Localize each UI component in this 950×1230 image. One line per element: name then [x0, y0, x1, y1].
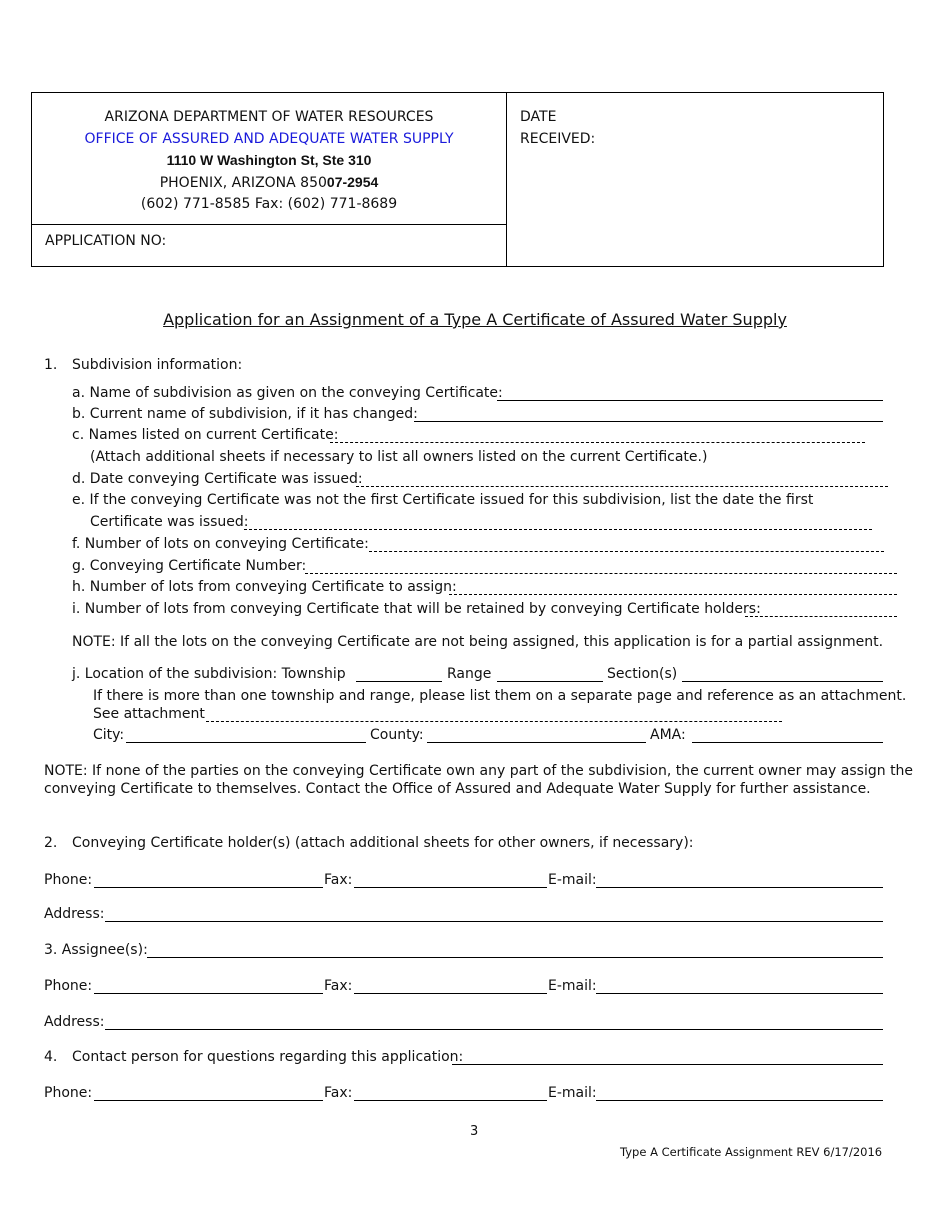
assignee-fax-input[interactable] — [354, 993, 547, 994]
agency-block — [32, 93, 507, 225]
application-no-label: APPLICATION NO: — [45, 233, 167, 249]
holder-address-input[interactable] — [105, 921, 883, 922]
see-attachment-input[interactable] — [206, 721, 782, 722]
contact-phone-input[interactable] — [94, 1100, 323, 1101]
holder-address-label: Address: — [44, 906, 105, 922]
field-b-label: b. Current name of subdivision, if it has changed: — [72, 406, 418, 422]
form-title: Application for an Assignment of a Type A Certificate of Assured Water Supply — [163, 310, 787, 329]
ama-label: AMA: — [650, 727, 686, 743]
field-i-input[interactable] — [745, 616, 897, 617]
field-c-label: c. Names listed on current Certificate: — [72, 427, 339, 443]
section3-heading: 3. Assignee(s): — [44, 942, 148, 958]
holder-fax-label: Fax: — [324, 872, 353, 888]
section1-number: 1. — [44, 357, 58, 373]
field-c-input[interactable] — [330, 442, 865, 443]
contact-email-label: E-mail: — [548, 1085, 597, 1101]
range-input[interactable] — [497, 681, 603, 682]
assignee-input[interactable] — [147, 957, 883, 958]
agency-name: ARIZONA DEPARTMENT OF WATER RESOURCES — [104, 109, 434, 125]
section2-number: 2. — [44, 835, 58, 851]
field-e-label-2: Certificate was issued: — [90, 514, 249, 530]
assignee-address-input[interactable] — [105, 1029, 883, 1030]
field-h-label: h. Number of lots from conveying Certificate to assign: — [72, 579, 457, 595]
county-label: County: — [370, 727, 424, 743]
contact-email-input[interactable] — [596, 1100, 883, 1101]
section2-heading: Conveying Certificate holder(s) (attach additional sheets for other owners, if necessary): — [72, 835, 694, 851]
field-g-input[interactable] — [305, 573, 897, 574]
city-input[interactable] — [126, 742, 366, 743]
header-box — [31, 92, 884, 267]
city-line: PHOENIX, ARIZONA 85007-2954 — [159, 173, 379, 191]
contact-fax-label: Fax: — [324, 1085, 353, 1101]
field-f-input[interactable] — [369, 551, 884, 552]
section-input[interactable] — [682, 681, 883, 682]
holder-email-label: E-mail: — [548, 872, 597, 888]
field-a-input[interactable] — [497, 400, 883, 401]
note2-line2: conveying Certificate to themselves. Contact the Office of Assured and Adequate Water Supply for further assistance. — [44, 781, 871, 797]
assignee-fax-label: Fax: — [324, 978, 353, 994]
field-h-input[interactable] — [449, 594, 897, 595]
contact-person-input[interactable] — [452, 1064, 883, 1065]
assignee-address-label: Address: — [44, 1014, 105, 1030]
ama-input[interactable] — [692, 742, 883, 743]
date-received-block[interactable] — [520, 107, 595, 150]
county-input[interactable] — [427, 742, 646, 743]
page-number: 3 — [470, 1124, 479, 1139]
holder-phone-input[interactable] — [94, 887, 323, 888]
revision-footer: Type A Certificate Assignment REV 6/17/2016 — [620, 1145, 883, 1159]
field-e-input[interactable] — [244, 529, 872, 530]
field-b-input[interactable] — [414, 421, 883, 422]
township-input[interactable] — [356, 681, 442, 682]
contact-fax-input[interactable] — [354, 1100, 547, 1101]
field-d-label: d. Date conveying Certificate was issued: — [72, 471, 363, 487]
see-attachment-label: See attachment — [93, 706, 205, 722]
assignee-phone-input[interactable] — [94, 993, 323, 994]
field-i-label: i. Number of lots from conveying Certificate that will be retained by conveying Certificate holders: — [72, 601, 761, 617]
partial-note: NOTE: If all the lots on the conveying Certificate are not being assigned, this application is for a partial assignment. — [72, 634, 884, 650]
field-c-note: (Attach additional sheets if necessary to list all owners listed on the current Certificate.) — [90, 449, 708, 465]
field-j-label: j. Location of the subdivision: Township — [72, 666, 346, 682]
section4-heading: Contact person for questions regarding this application: — [72, 1049, 464, 1065]
section-label: Section(s) — [607, 666, 678, 682]
field-e-label: e. If the conveying Certificate was not the first Certificate issued for this subdivision, list the date the first — [72, 492, 814, 508]
application-no-field[interactable] — [32, 225, 507, 266]
field-f-label: f. Number of lots on conveying Certificate: — [72, 536, 369, 552]
assignee-email-input[interactable] — [596, 993, 883, 994]
field-g-label: g. Conveying Certificate Number: — [72, 558, 307, 574]
office-name: OFFICE OF ASSURED AND ADEQUATE WATER SUPPLY — [84, 130, 454, 147]
received-label: RECEIVED: — [520, 130, 596, 147]
field-d-input[interactable] — [356, 486, 888, 487]
field-a-label: a. Name of subdivision as given on the conveying Certificate: — [72, 385, 503, 401]
section1-heading: Subdivision information: — [72, 357, 243, 373]
township-note: If there is more than one township and range, please list them on a separate page and reference as an attachment. — [93, 688, 907, 704]
phone-fax: (602) 771-8585 Fax: (602) 771-8689 — [140, 196, 398, 212]
holder-email-input[interactable] — [596, 887, 883, 888]
holder-phone-label: Phone: — [44, 872, 93, 888]
holder-fax-input[interactable] — [354, 887, 547, 888]
range-label: Range — [447, 666, 492, 682]
section4-number: 4. — [44, 1049, 58, 1065]
note2-line1: NOTE: If none of the parties on the conveying Certificate own any part of the subdivision, the current owner may assign the — [44, 763, 914, 779]
date-label: DATE — [520, 109, 557, 125]
street-address: 1110 W Washington St, Ste 310 — [166, 152, 372, 168]
contact-phone-label: Phone: — [44, 1085, 93, 1101]
assignee-phone-label: Phone: — [44, 978, 93, 994]
city-label: City: — [93, 727, 125, 743]
assignee-email-label: E-mail: — [548, 978, 597, 994]
